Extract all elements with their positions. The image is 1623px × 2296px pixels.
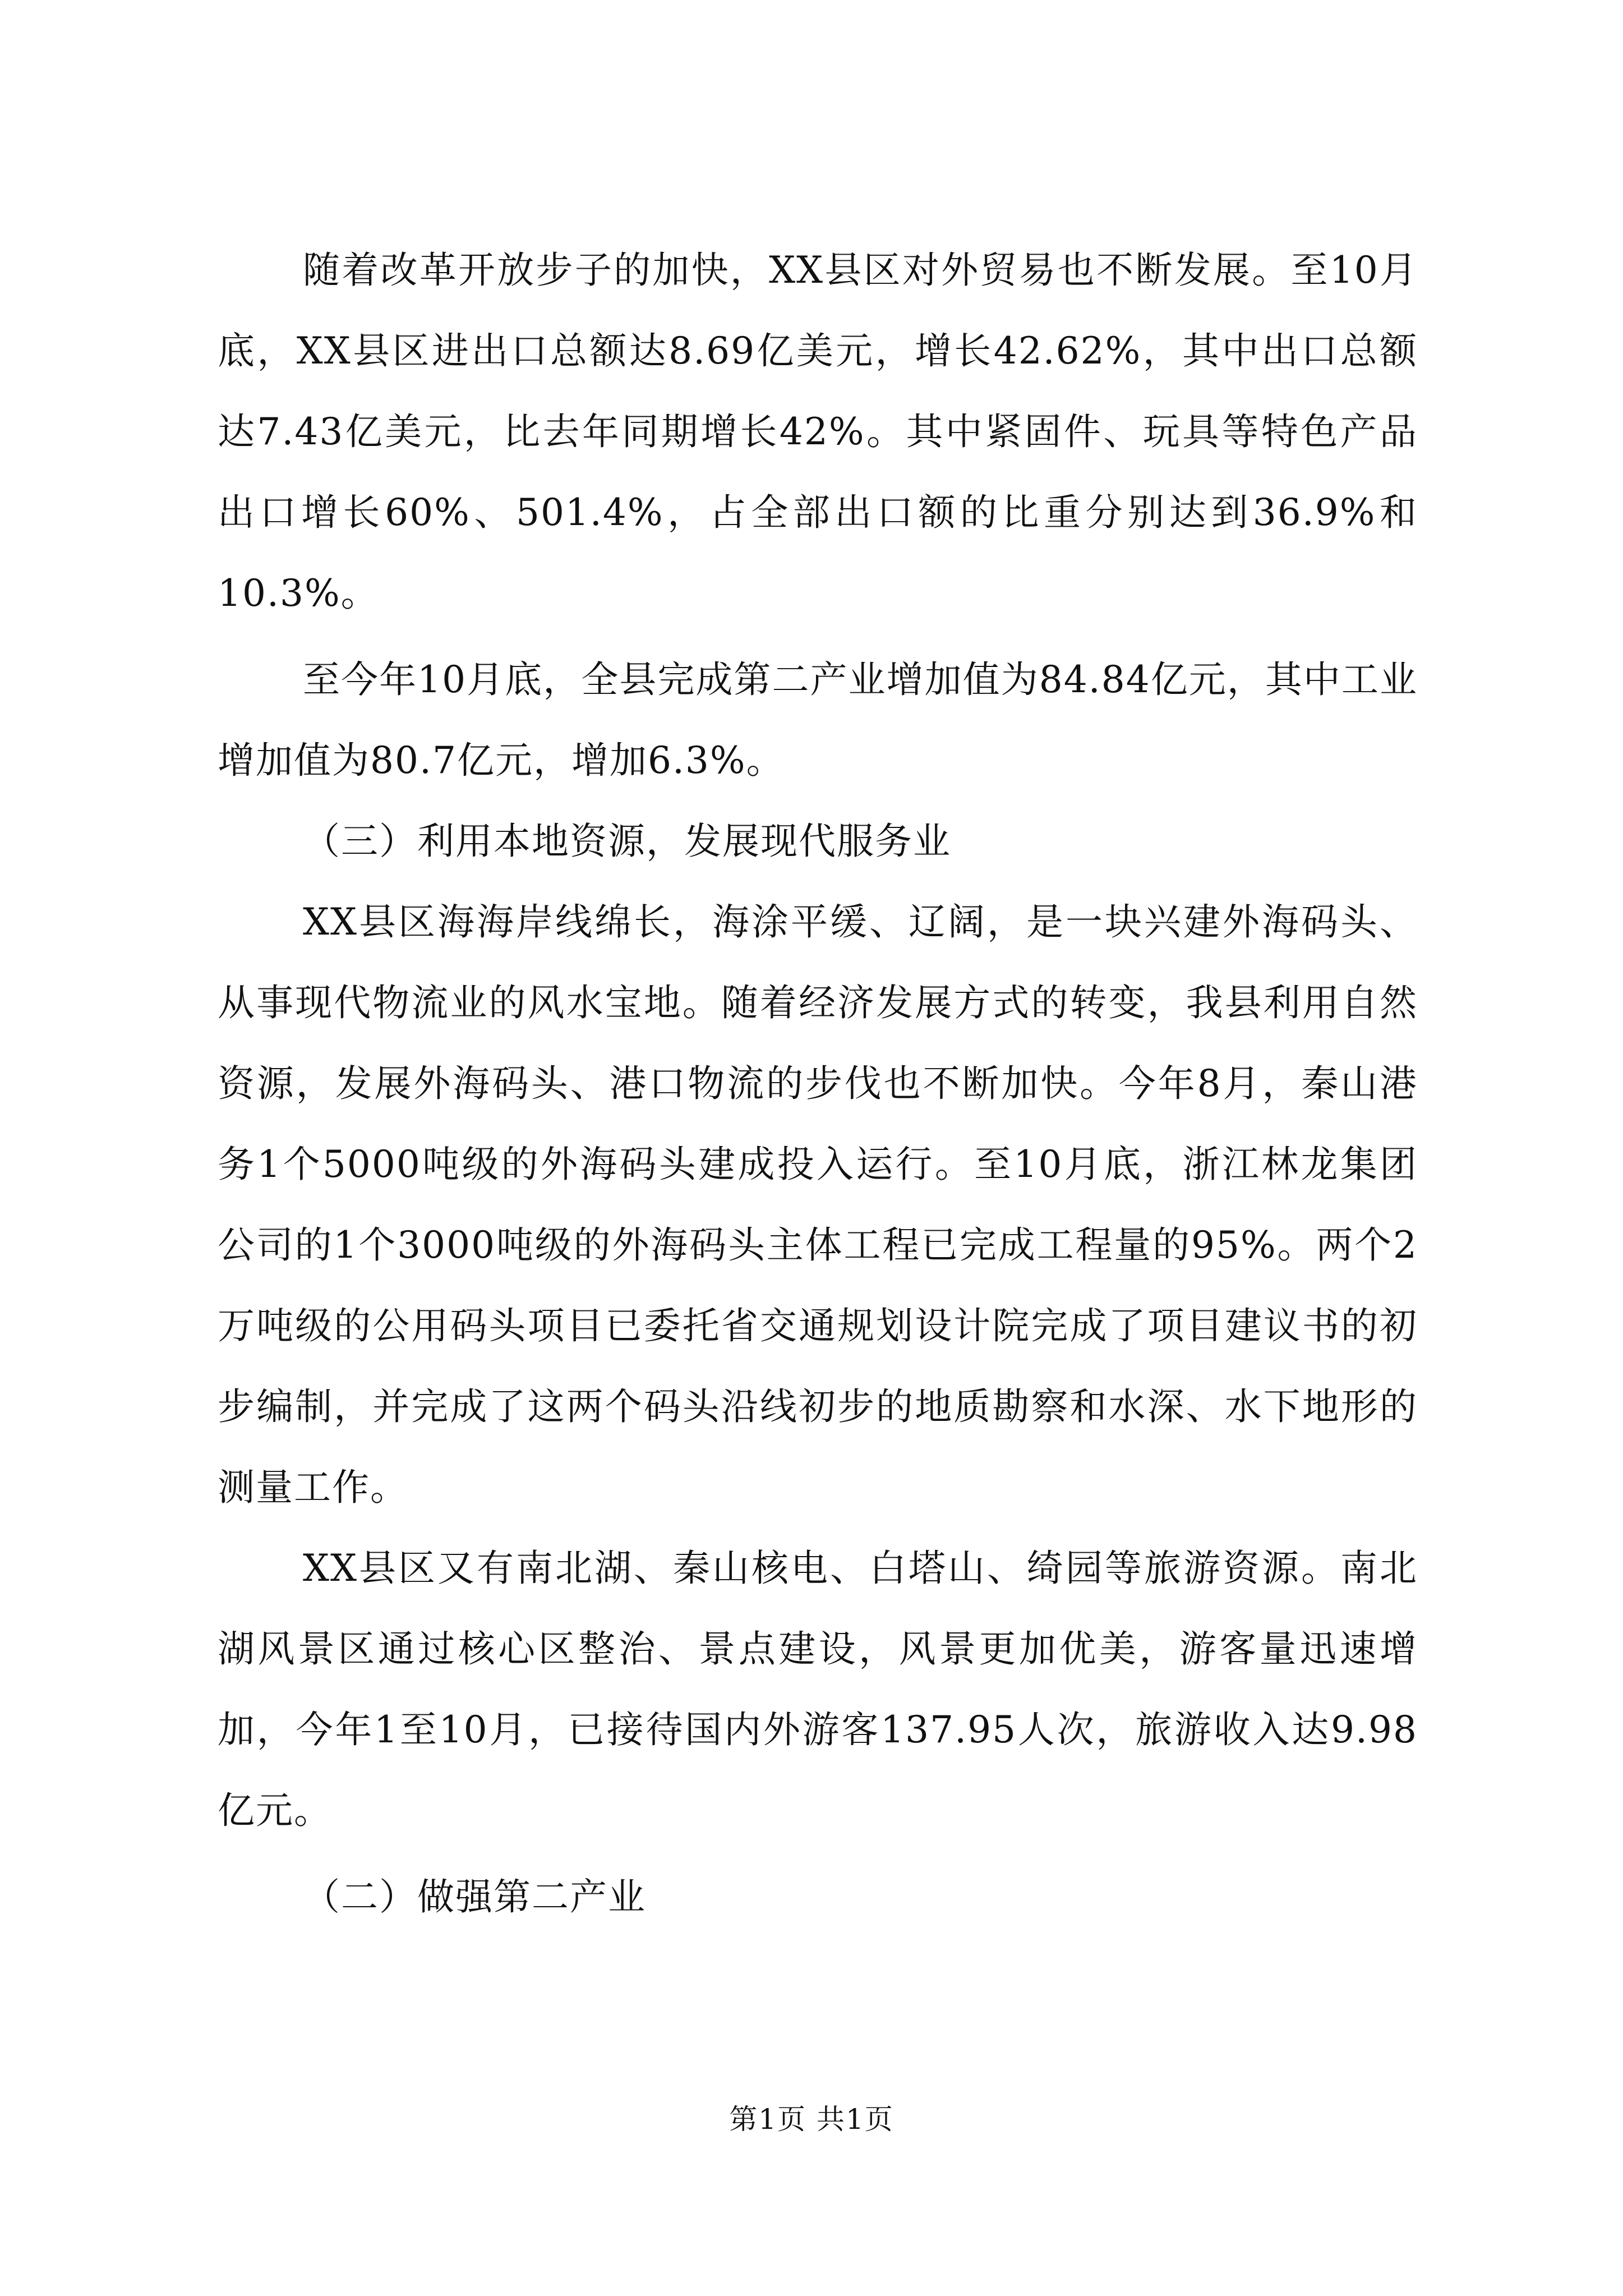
paragraph-port-logistics: XX县区海海岸线绵长，海涂平缓、辽阔，是一块兴建外海码头、从事现代物流业的风水宝地。随着经济发展方式的转变，我县利用自然资源，发展外海码头、港口物流的步伐也不断加快。今年8月，秦山港务1个5000吨级的外海码头建成投入运行。至10月底，浙江林龙集团公司的1个3000吨级的外海码头主体工程已完成工程量的95%。两个2万吨级的公用码头项目已委托省交通规划设计院完成了项目建议书的初步编制，并完成了这两个码头沿线初步的地质勘察和水深、水下地形的测量工作。 (218, 900, 1418, 1509)
document-body (218, 230, 1418, 1938)
paragraph-foreign-trade: 随着改革开放步子的加快，XX县区对外贸易也不断发展。至10月底，XX县区进出口总额达8.69亿美元，增长42.62%，其中出口总额达7.43亿美元，比去年同期增长42%。其中紧固件、玩具等特色产品出口增长60%、501.4%，占全部出口额的比重分别达到36.9%和10.3%。 (218, 249, 1418, 615)
section-heading-secondary-industry: （二）做强第二产业 (303, 1875, 646, 1918)
section-heading-modern-services: （三）利用本地资源，发展现代服务业 (303, 820, 951, 863)
paragraph-tourism: XX县区又有南北湖、秦山核电、白塔山、绮园等旅游资源。南北湖风景区通过核心区整治、景点建设，风景更加优美，游客量迅速增加，今年1至10月，已接待国内外游客137.95人次，旅游收入达9.98亿元。 (218, 1547, 1418, 1832)
page-footer: 第1页 共1页 (729, 2103, 894, 2136)
paragraph-secondary-industry: 至今年10月底，全县完成第二产业增加值为84.84亿元，其中工业增加值为80.7亿元，增加6.3%。 (218, 658, 1418, 782)
